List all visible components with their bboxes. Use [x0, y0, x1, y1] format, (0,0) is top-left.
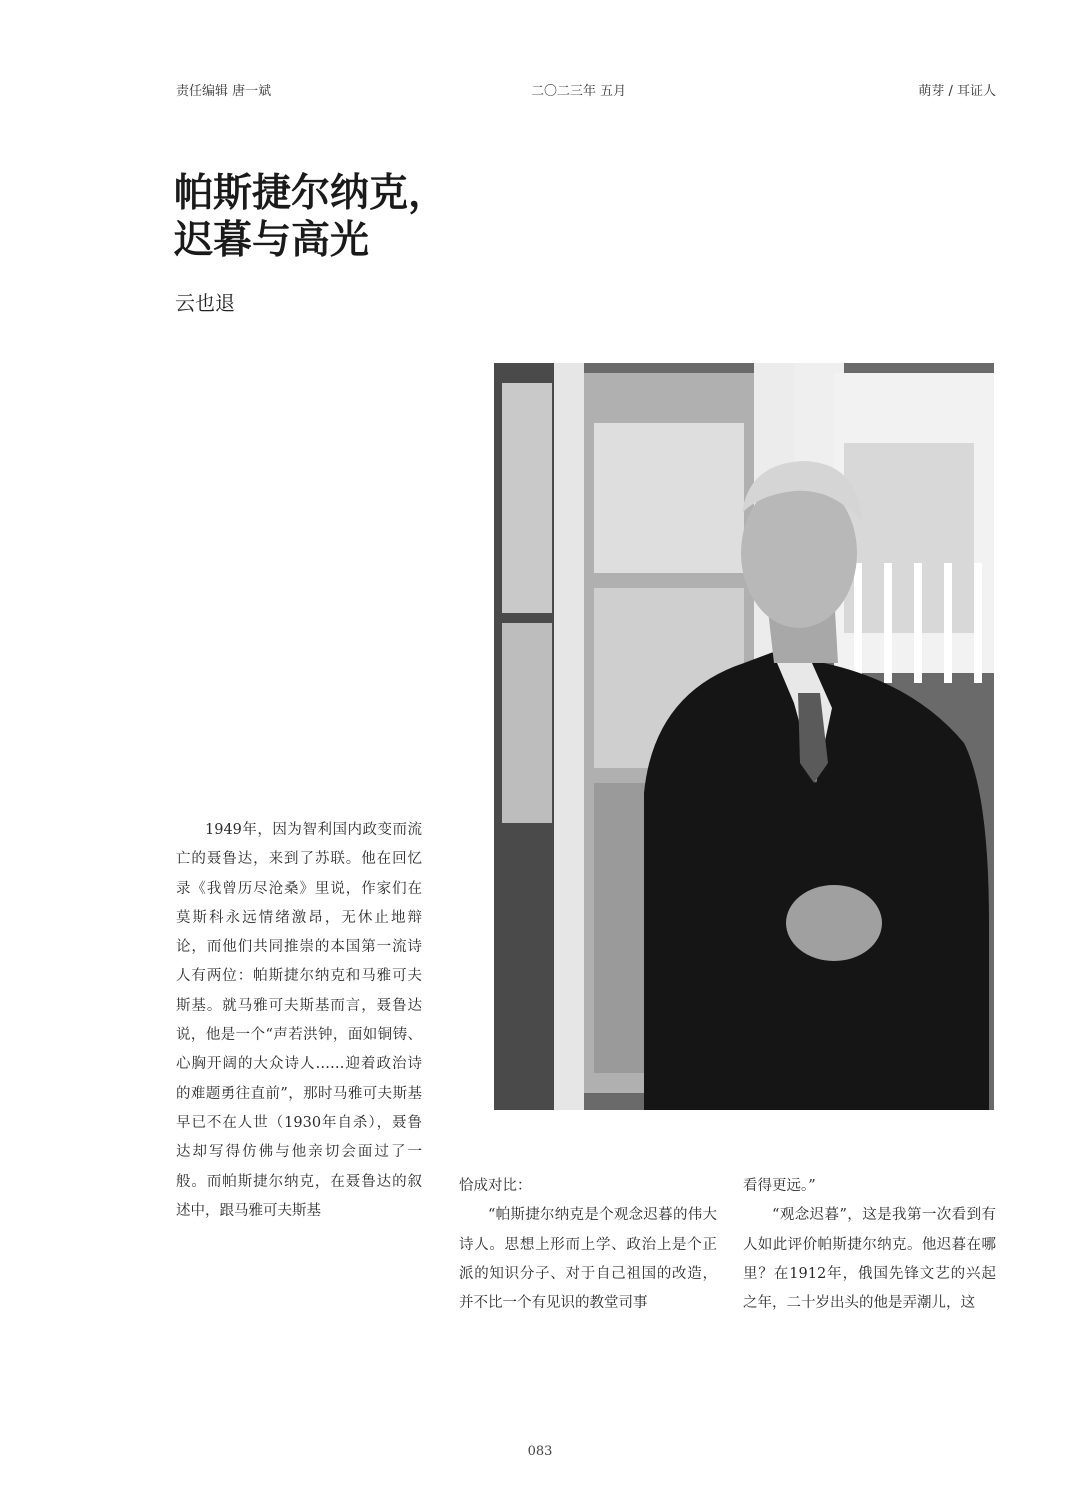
editor-credit: 责任编辑 唐一斌 [176, 84, 272, 99]
title-line-1: 帕斯捷尔纳克， [174, 170, 448, 216]
column-2-paragraph-2: “帕斯捷尔纳克是个观念迟暮的伟大诗人。思想上形而上学、政治上是个正派的知识分子、对于自己祖国的改造，并不比一个有见识的教堂司事 [459, 1207, 717, 1312]
page-number: 083 [527, 1444, 553, 1459]
text-column-3 [743, 1172, 996, 1368]
column-3-paragraph-1: 看得更远。” [743, 1178, 816, 1194]
text-column-2 [459, 1172, 717, 1368]
column-1-paragraph: 1949年，因为智利国内政变而流亡的聂鲁达，来到了苏联。他在回忆录《我曾历尽沧桑》里说，作家们在莫斯科永远情绪激昂，无休止地辩论，而他们共同推崇的本国第一流诗人有两位：帕斯捷尔纳克和马雅可夫斯基。就马雅可夫斯基而言，聂鲁达说，他是一个“声若洪钟，面如铜铸、心胸开阔的大众诗人……迎着政治诗的难题勇往直前”，那时马雅可夫斯基早已不在人世（1930年自杀），聂鲁达却写得仿佛与他亲切会面过了一般。而帕斯捷尔纳克，在聂鲁达的叙述中，跟马雅可夫斯基 [176, 822, 422, 1219]
author-byline: 云也退 [175, 291, 235, 315]
issue-date: 二〇二三年 五月 [531, 84, 627, 99]
portrait-photo-drawing [494, 363, 994, 1110]
article-title [174, 170, 447, 264]
page-header [176, 80, 996, 102]
column-2-paragraph-1: 恰成对比： [459, 1178, 532, 1194]
portrait-photo [494, 363, 994, 1110]
column-3-paragraph-2: “观念迟暮”，这是我第一次看到有人如此评价帕斯捷尔纳克。他迟暮在哪里？在1912年，俄国先锋文艺的兴起之年，二十岁出头的他是弄潮儿，这 [743, 1207, 996, 1312]
title-line-2: 迟暮与高光 [174, 217, 370, 263]
section-label: 萌芽 / 耳证人 [918, 84, 996, 99]
text-column-1 [176, 816, 422, 1366]
